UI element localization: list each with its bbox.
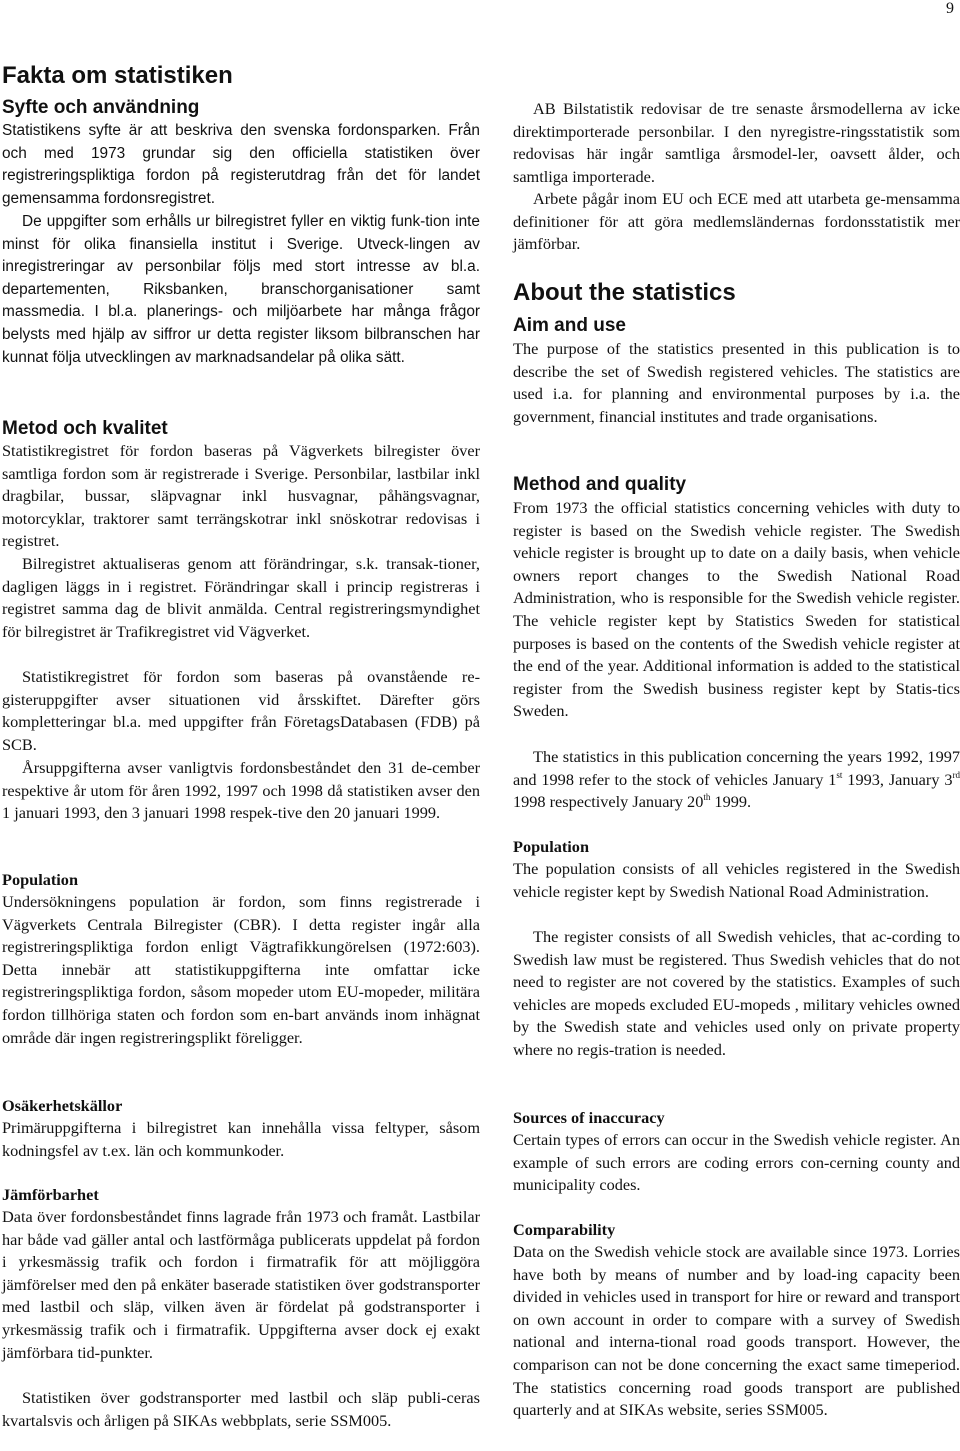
heading-comparability: Comparability [513,1220,616,1239]
section-title-fakta: Fakta om statistiken [2,62,233,89]
heading-population-en: Population [513,837,590,856]
page-number: 9 [946,0,954,17]
paragraph-metod-2: Bilregistret aktualiseras genom att förändringar, s.k. transak-tioner, dagligen läggs in i registret. Förändringar skall i princip registreras i registret samma dag de blivit anmälda. Central registreringsmyndighet för bilregistret är Trafikregistret vid Vägverket. [2,554,480,641]
heading-metod: Metod och kvalitet [2,418,168,439]
paragraph-syfte-2: De uppgifter som erhålls ur bilregistret fyller en viktig funk-tion inte minst för olika finansiella institut i Sverige. Utveck-lingen av inregistreringar av personbilar följs med stort intresse av bl.a. departementen, Riksbanken, branschorganisationer samt massmedia. I bl.a. planerings- och miljöarbete har många frågor belysts med hjälp av siffror ur detta register liksom bilbranschen har kunnat följa utvecklingen av marknadsandelar på olika sätt. [2,213,480,366]
heading-method: Method and quality [513,474,687,495]
heading-population-sv: Population [2,870,79,889]
paragraph-method-2: The statistics in this publication concerning the years 1992, 1997 and 1998 refer to the stock of vehicles January 1st 1993, January 3rd 1998 respectively January 20th 1999. [513,747,960,812]
paragraph-osakerhetskallor: Primäruppgifterna i bilregistret kan innehålla vissa feltyper, såsom kodningsfel av t.ex. län och kommunkoder. [2,1118,480,1160]
paragraph-comparability: Data on the Swedish vehicle stock are available since 1973. Lorries have both by means of number and by load-ing capacity been divided in vehicles used in transport for hire or reward and transport on own account in order to compare with a survey of Swedish national and interna-tional road goods transport. However, the comparison can not be done concerning the exact same timeperiod. The statistics concerning road goods transport are published quarterly and at SIKAs website, series SSM005. [513,1242,960,1420]
paragraph-metod-1: Statistikregistret för fordon baseras på Vägverkets bilregister över samtliga fordon som är registrerade i Sverige. Personbilar, lastbilar inkl dragbilar, bussar, släpvagnar inkl husvagnar, påhängsvagnar, motorcyklar, traktorer samt terrängskotrar inkl snöskotrar redovisas i registret. [2,441,480,551]
paragraph-metod-4: Årsuppgifterna avser vanligtvis fordonsbeståndet den 31 de-cember respektive år utom för åren 1992, 1997 och 1998 då statistiken avser den 1 januari 1993, den 3 januari 1998 respek-tive den 20 januari 1999. [2,758,480,823]
paragraph-population-en-2: The register consists of all Swedish vehicles, that ac-cording to Swedish law must be registered. Thus Swedish vehicles that do not need to register are not covered by the statistics. Examples of such vehicles are mopeds excluded EU-mopeds , military vehicles owned by the Swedish state and vehicles used only on private property where no regis-tration is needed. [513,927,960,1059]
heading-syfte: Syfte och användning [2,97,200,118]
paragraph-metod-3: Statistikregistret för fordon som baseras på ovanstående re-gisteruppgifter avser situationen vid årsskiftet. Därefter görs kompletteringar bl.a. med uppgifter från FöretagsDatabasen (FDB) på SCB. [2,667,480,754]
heading-jamforbarhet: Jämförbarhet [2,1185,99,1204]
paragraph-population-sv: Undersökningens population är fordon, som finns registrerade i Vägverkets Centrala Bilregister (CBR). I detta register ingår alla registreringspliktiga fordon enligt Vägtrafikkungörelsen (1972:603). Detta innebär att statistikuppgifterna inte omfattar icke registreringspliktiga fordon, såsom mopeder utom EU-mopeder, militära fordon tillhöriga staten och fordon som en-bart används inom inhägnat område där ingen registreringsplikt föreligger. [2,892,480,1047]
paragraph-method-1: From 1973 the official statistics concerning vehicles with duty to register is based on the Swedish vehicle register. The Swedish vehicle register is brought up to date on a daily basis, when vehicle owners report changes to the Swedish National Road Administration, who is responsible for the Swedish vehicle register. The vehicle register kept by Statistics Sweden for statistical purposes is based on the contents of the Swedish vehicle register at the end of the year. Additional information is added to the statistical register from the Swedish business register kept by Statis-tics Sweden. [513,498,960,721]
paragraph-sources-of-inaccuracy: Certain types of errors can occur in the Swedish vehicle register. An example of such errors are coding errors con-cerning county and municipality codes. [513,1130,960,1195]
paragraph-population-en-1: The population consists of all vehicles registered in the Swedish vehicle register kept by Swedish National Road Administration. [513,859,960,901]
paragraph-intro-1: AB Bilstatistik redovisar de tre senaste årsmodellerna av icke direktimporterade personbilar. I den nyregistre-ringsstatistik som redovisas här ingår samtliga årsmodel-ler, oavsett ålder, och samtliga importerade. [513,99,960,186]
paragraph-aim: The purpose of the statistics presented in this publication is to describe the set of Swedish registered vehicles. The statistics are used i.a. for planning and environmental purposes by i.a. the government, financial institutes and trade organisations. [513,339,960,426]
paragraph-intro-2: Arbete pågår inom EU och ECE med att utarbeta ge-mensamma definitioner för att göra medlemsländernas fordonsstatistik mer jämförbar. [513,189,960,254]
paragraph-jamforbarhet-1: Data över fordonsbeståndet finns lagrade från 1973 och framåt. Lastbilar har både vad gäller antal och lastförmåga publicerats uppdelat på fordon i yrkesmässig trafik och fordon i firmatrafik för att möjliggöra jämförelser med den på enkäter baserade statistiken över godstransporter med lastbil och släp, vilken även är fördelat på godstransporter i yrkesmässig trafik och i firmatrafik. Uppgifterna avser dock ej exakt jämförbara tid-punkter. [2,1207,480,1362]
heading-osakerhetskallor: Osäkerhetskällor [2,1096,123,1115]
section-title-about: About the statistics [513,279,736,306]
heading-sources-of-inaccuracy: Sources of inaccuracy [513,1108,665,1127]
paragraph-jamforbarhet-2: Statistiken över godstransporter med lastbil och släp publi-ceras kvartalsvis och årligen på SIKAs webbplats, serie SSM005. [2,1388,480,1430]
heading-aim: Aim and use [513,315,626,336]
paragraph-syfte-1: Statistikens syfte är att beskriva den svenska fordonsparken. Från och med 1973 grundar sig den officiella statistiken över registreringspliktiga fordon på registerutdrag från det för landet gemensamma fordonsregistret. [2,122,480,207]
